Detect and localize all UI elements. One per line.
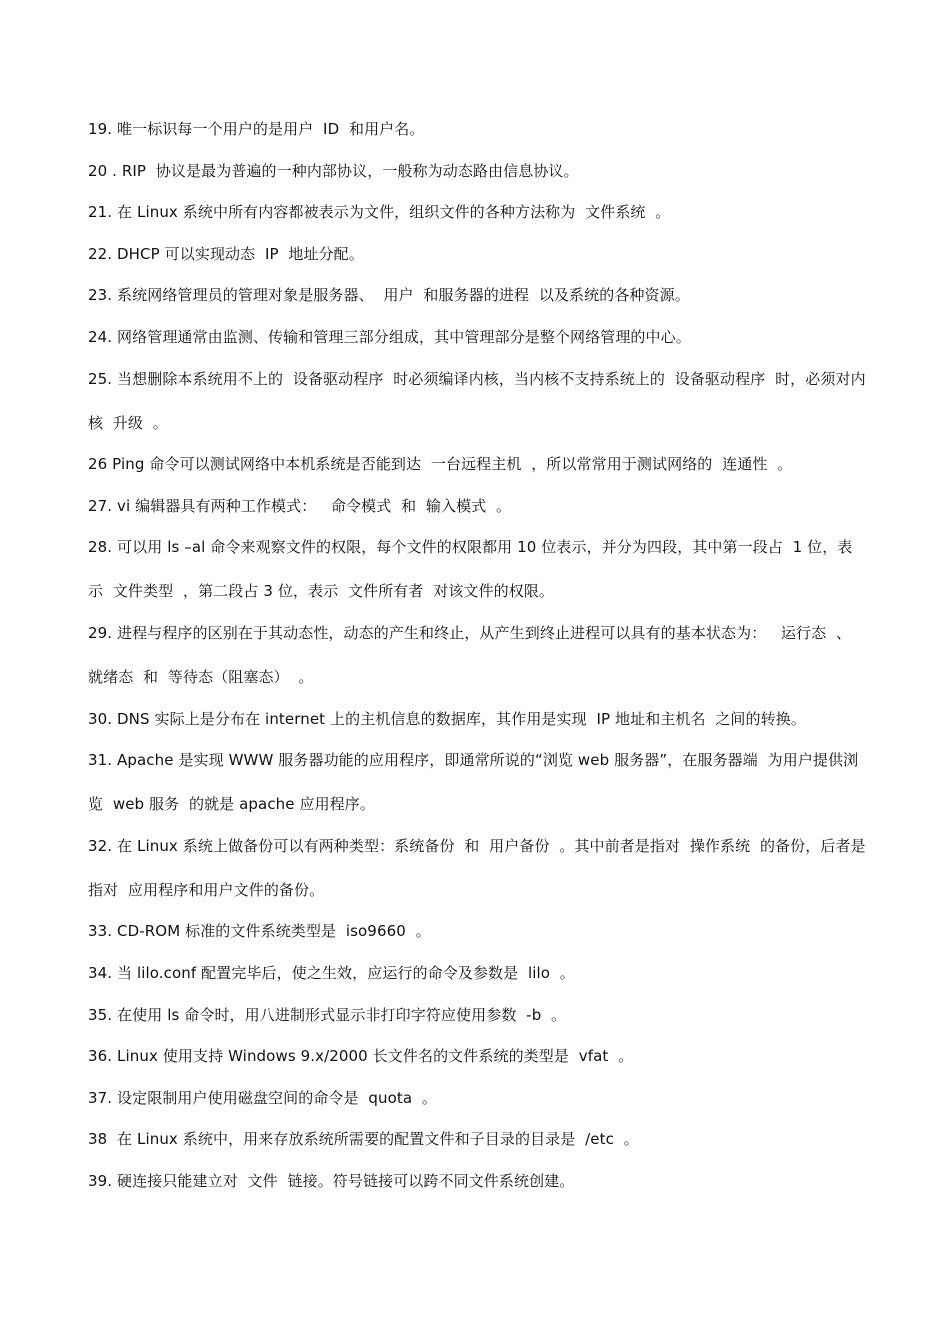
paragraph-29: 29. 进程与程序的区别在于其动态性，动态的产生和终止，从产生到终止进程可以具有的基本状态为： 运行态 、 就绪态 和 等待态（阻塞态） 。	[88, 623, 866, 686]
paragraph-31: 31. Apache 是实现 WWW 服务器功能的应用程序，即通常所说的“浏览 web 服务器”，在服务器端 为用户提供浏览 web 服务 的就是 apache 应用程序。	[88, 751, 859, 814]
paragraph-32: 32. 在 Linux 系统上做备份可以有两种类型：系统备份 和 用户备份 。其中前者是指对 操作系统 的备份，后者是指对 应用程序和用户文件的备份。	[88, 836, 866, 899]
paragraph-36: 36. Linux 使用支持 Windows 9.x/2000 长文件名的文件系统的类型是 vfat 。	[88, 1047, 634, 1066]
paragraph-33: 33. CD-ROM 标准的文件系统类型是 iso9660 。	[88, 922, 431, 941]
paragraph-20: 20 . RIP 协议是最为普遍的一种内部协议，一般称为动态路由信息协议。	[88, 161, 579, 180]
paragraph-24: 24. 网络管理通常由监测、传输和管理三部分组成，其中管理部分是整个网络管理的中心。	[88, 327, 691, 346]
paragraph-30: 30. DNS 实际上是分布在 internet 上的主机信息的数据库，其作用是实现 IP 地址和主机名 之间的转换。	[88, 709, 806, 728]
paragraph-22: 22. DHCP 可以实现动态 IP 地址分配。	[88, 244, 364, 263]
paragraph-23: 23. 系统网络管理员的管理对象是服务器、 用户 和服务器的进程 以及系统的各种资源。	[88, 286, 690, 305]
paragraph-34: 34. 当 lilo.conf 配置完毕后，使之生效，应运行的命令及参数是 lilo 。	[88, 963, 575, 982]
paragraph-38: 38 在 Linux 系统中，用来存放系统所需要的配置文件和子目录的目录是 /etc 。	[88, 1130, 639, 1149]
paragraph-26: 26 Ping 命令可以测试网络中本机系统是否能到达 一台远程主机 ，所以常常用于测试网络的 连通性 。	[88, 455, 793, 474]
document-body	[88, 118, 866, 1211]
paragraph-25: 25. 当想删除本系统用不上的 设备驱动程序 时必须编译内核，当内核不支持系统上的 设备驱动程序 时，必须对内核 升级 。	[88, 369, 866, 432]
paragraph-21: 21. 在 Linux 系统中所有内容都被表示为文件，组织文件的各种方法称为 文件系统 。	[88, 203, 671, 222]
paragraph-39: 39. 硬连接只能建立对 文件 链接。符号链接可以跨不同文件系统创建。	[88, 1171, 575, 1190]
paragraph-19: 19. 唯一标识每一个用户的是用户 ID 和用户名。	[88, 120, 425, 138]
paragraph-35: 35. 在使用 ls 命令时，用八进制形式显示非打印字符应使用参数 -b 。	[88, 1005, 567, 1024]
paragraph-28: 28. 可以用 ls –al 命令来观察文件的权限，每个文件的权限都用 10 位表示，并分为四段，其中第一段占 1 位，表示 文件类型 ，第二段占 3 位，表示 文件所有者 对该文件的权限。	[88, 538, 853, 601]
paragraph-27: 27. vi 编辑器具有两种工作模式： 命令模式 和 输入模式 。	[88, 496, 512, 515]
paragraph-37: 37. 设定限制用户使用磁盘空间的命令是 quota 。	[88, 1088, 437, 1107]
